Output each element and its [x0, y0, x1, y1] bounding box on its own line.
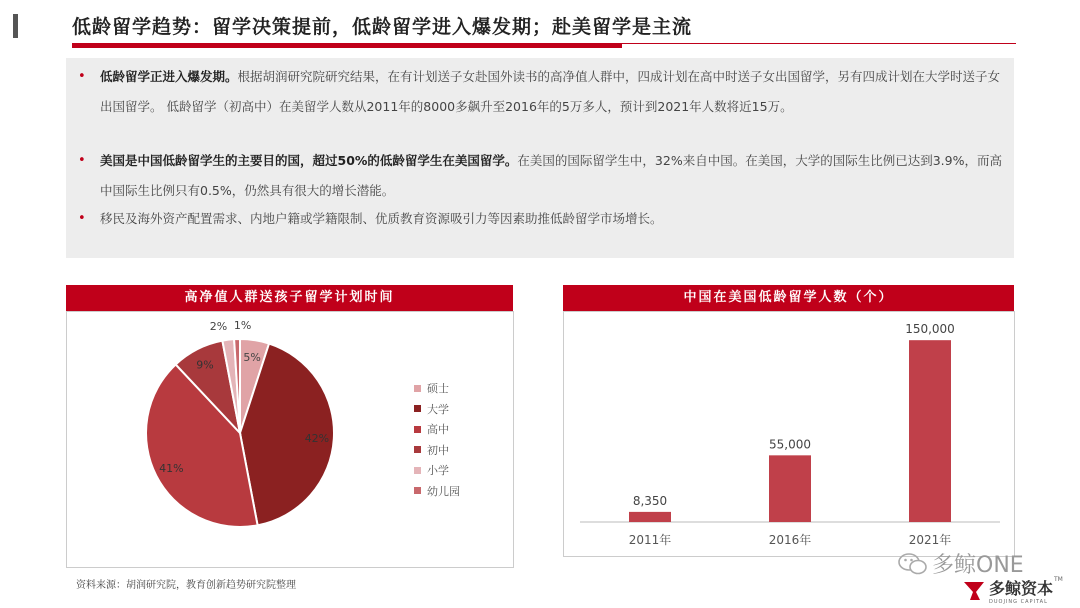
- legend-label: 大学: [427, 402, 449, 416]
- bullet-dot: •: [78, 211, 86, 226]
- logo-text: 多鲸资本: [989, 579, 1054, 598]
- bar-value-label-1: 55,000: [769, 437, 811, 452]
- watermark-text: 多鲸ONE: [932, 553, 1024, 578]
- legend-label: 初中: [427, 443, 449, 457]
- legend-label: 幼儿园: [427, 484, 460, 498]
- bullet-1-bold: 低龄留学正进入爆发期。: [100, 69, 238, 84]
- legend-label: 硕士: [427, 382, 449, 396]
- pie-label-3: 9%: [196, 358, 214, 372]
- bar-1: [769, 455, 811, 522]
- bullet-dot: •: [78, 69, 86, 84]
- brand-logo: [962, 576, 1063, 605]
- bar-2: [909, 340, 951, 522]
- pie-label-5: 1%: [233, 319, 252, 333]
- source-note: 资料来源：胡润研究院，教育创新趋势研究院整理: [76, 580, 296, 591]
- bullet-2-text: 在美国的国际留学生中，32%来自中国。在美国，大学的国际生比例已达到3.9%，而高中国际生比例只有0.5%，仍然具有很大的增长潜能。: [100, 153, 1002, 198]
- bar-chart-title: 中国在美国低龄留学人数（个）: [563, 285, 1014, 311]
- legend-label: 高中: [427, 423, 449, 437]
- bar-category-label-1: 2016年: [768, 533, 812, 547]
- logo-subtext: DUOJING CAPITAL: [989, 599, 1048, 605]
- bullet-2-bold: 美国是中国低龄留学生的主要目的国，超过50%的低龄留学生在美国留学。: [100, 153, 518, 168]
- bullet-1-text: 根据胡润研究院研究结果，在有计划送子女赴国外读书的高净值人群中，四成计划在高中时送子女出国留学，另有四成计划在大学时送子女出国留学。 低龄留学（初高中）在美留学人数从2011年的8000多飙升至2016年的5万多人，预计到2021年人数将近15万。: [100, 69, 1001, 114]
- bar-value-label-0: 8,350: [632, 493, 668, 508]
- pie-label-4: 2%: [209, 319, 228, 333]
- watermark: [898, 548, 1024, 579]
- wechat-icon: [898, 552, 928, 576]
- pie-label-2: 41%: [159, 461, 184, 475]
- pie-label-0: 5%: [243, 350, 261, 364]
- pie-chart-title: 高净值人群送孩子留学计划时间: [66, 285, 513, 311]
- legend-label: 小学: [427, 464, 449, 478]
- pie-label-1: 42%: [304, 431, 330, 445]
- page-title: 低龄留学趋势：留学决策提前，低龄留学进入爆发期；赴美留学是主流: [72, 16, 693, 38]
- bar-category-label-2: 2021年: [908, 533, 952, 547]
- bullet-3-text: 移民及海外资产配置需求、内地户籍或学籍限制、优质教育资源吸引力等因素助推低龄留学市场增长。: [100, 211, 663, 226]
- bullet-dot: •: [78, 153, 86, 168]
- bar-category-label-0: 2011年: [628, 533, 672, 547]
- trademark: TM: [1054, 576, 1063, 583]
- bar-0: [629, 512, 671, 522]
- whale-logo-icon: [962, 580, 986, 602]
- bar-value-label-2: 150,000: [905, 322, 955, 337]
